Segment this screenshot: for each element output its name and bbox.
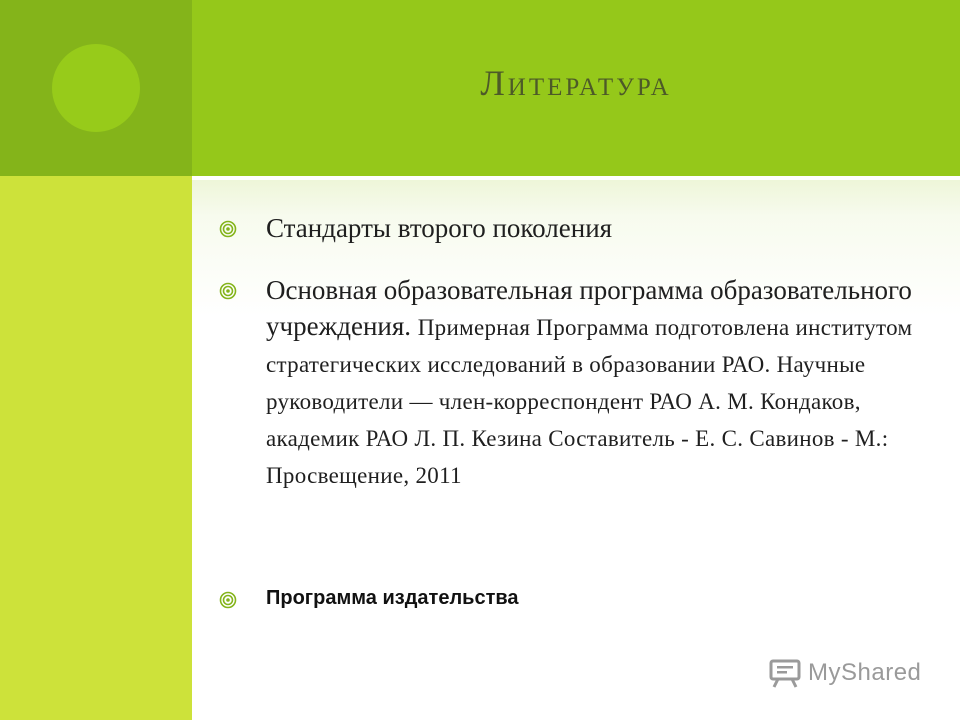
bullet-icon xyxy=(219,591,237,609)
list-item xyxy=(266,583,916,613)
title-band xyxy=(192,0,960,176)
title-divider xyxy=(192,176,960,180)
left-stripe xyxy=(0,176,192,720)
list-item-main-text: Основная образовательная программа образовательного учреждения. xyxy=(266,275,912,341)
list-item-detail-text: Примерная Программа подготовлена институтом стратегических исследований в образовании РАО. Научные руководители — член-корреспондент РАО А. М. Кондаков, академик РАО Л. П. Кезина Составитель - Е. С. Савинов - М.: Просвещение, 2011 xyxy=(266,315,913,488)
list-item xyxy=(266,210,916,246)
watermark xyxy=(768,655,921,691)
list-item xyxy=(266,272,916,493)
bullet-icon xyxy=(219,282,237,300)
decorative-circle xyxy=(52,44,140,132)
bullet-icon xyxy=(219,220,237,238)
list-item-text: Стандарты второго поколения xyxy=(266,213,613,243)
slide-title: Литература xyxy=(480,63,672,103)
content-area xyxy=(192,176,960,720)
list-item-text: Программа издательства xyxy=(266,587,519,609)
presentation-board-icon xyxy=(768,658,802,688)
corner-block xyxy=(0,0,192,176)
watermark-label: MyShared xyxy=(808,659,922,686)
